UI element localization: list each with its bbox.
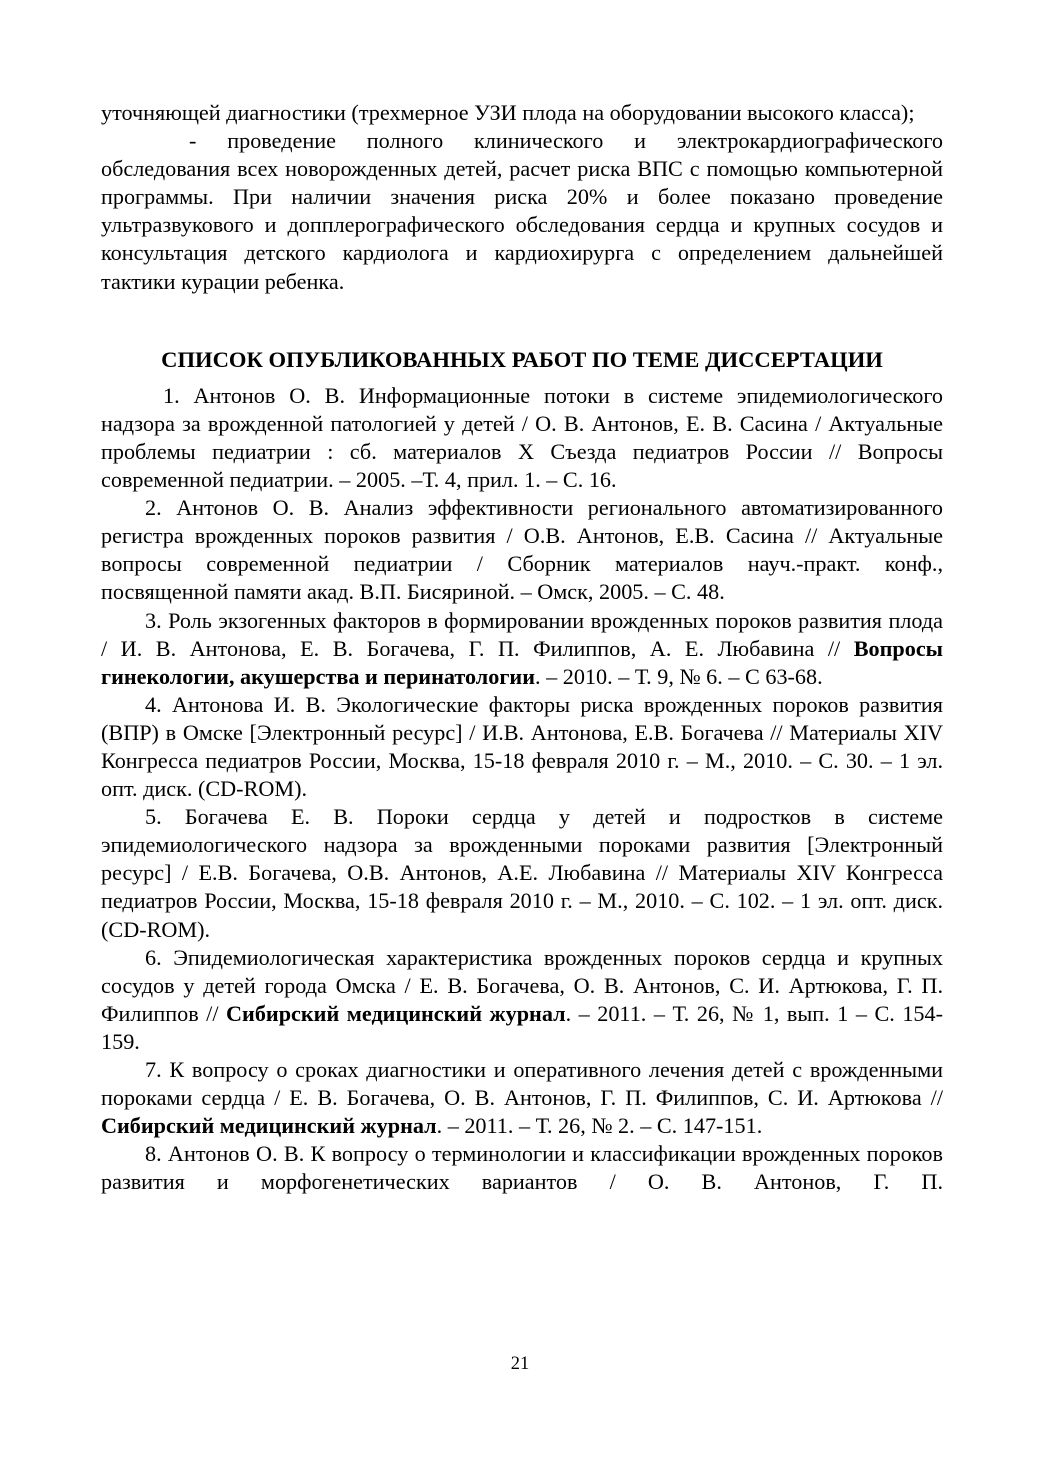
journal-title: Вопросы гинекологии, акушерства и перинатологии <box>101 635 943 689</box>
intro-paragraph: - проведение полного клинического и электрокардиографического обследования всех новорожденных детей, расчет риска ВПС с помощью компьютерной программы. При наличии значения риска 20% и более показано проведение ультразвукового и допплерографического обследования сердца и крупных сосудов и консультация детского кардиолога и кардиохирурга с определением дальнейшей тактики курации ребенка. <box>101 128 943 294</box>
section-title: СПИСОК ОПУБЛИКОВАННЫХ РАБОТ ПО ТЕМЕ ДИССЕРТАЦИИ <box>161 346 883 372</box>
document-page <box>101 99 943 1196</box>
reference-text: 6. Эпидемиологическая характеристика врожденных пороков сердца и крупных сосудов у детей города Омска / Е. В. Богачева, О. В. Антонов, С. И. Артюкова, Г. П. Филиппов // <box>101 944 943 1026</box>
reference-item-6 <box>101 944 943 1056</box>
reference-text: 2. Антонов О. В. Анализ эффективности регионального автоматизированного регистра врожденных пороков развития / О.В. Антонов, Е.В. Сасина // Актуальные вопросы современной педиатрии / Сборник материалов науч.-практ. конф., посвященной памяти акад. В.П. Бисяриной. – Омск, 2005. – С. 48. <box>101 495 943 605</box>
reference-item-4 <box>101 691 943 803</box>
page-number: 21 <box>510 1354 530 1374</box>
reference-text: 1. Антонов О. В. Информационные потоки в системе эпидемиологического надзора за врожденной патологией у детей / О. В. Антонов, Е. В. Сасина / Актуальные проблемы педиатрии : сб. материалов X Съезда педиатров России // Вопросы современной педиатрии. – 2005. –Т. 4, прил. 1. – С. 16. <box>101 382 943 493</box>
reference-text: 4. Антонова И. В. Экологические факторы риска врожденных пороков развития (ВПР) в Омске [Электронный ресурс] / И.В. Антонова, Е.В. Богачева // Материалы XIV Конгресса педиатров России, Москва, 15-18 февраля 2010 г. – М., 2010. – С. 30. – 1 эл. опт. диск. (CD-ROM). <box>101 691 943 802</box>
reference-item-3 <box>101 607 943 691</box>
reference-item-2 <box>101 494 943 606</box>
reference-text: 7. К вопросу о сроках диагностики и оперативного лечения детей с врожденными пороками сердца / Е. В. Богачева, О. В. Антонов, Г. П. Филиппов, С. И. Артюкова // <box>101 1057 943 1111</box>
reference-tail: . – 2011. – Т. 26, № 1, вып. 1 – С. 154-159. <box>101 1000 943 1054</box>
reference-item-1 <box>101 382 943 494</box>
reference-text: 8. Антонов О. В. К вопросу о терминологии и классификации врожденных пороков развития и морфогенетических вариантов / О. В. Антонов, Г. П. <box>101 1141 943 1195</box>
journal-title: Сибирский медицинский журнал <box>101 1113 437 1139</box>
reference-text: 5. Богачева Е. В. Пороки сердца у детей и подростков в системе эпидемиологического надзора за врожденными пороками развития [Электронный ресурс] / Е.В. Богачева, О.В. Антонов, А.Е. Любавина // Материалы XIV Конгресса педиатров России, Москва, 15-18 февраля 2010 г. – М., 2010. – С. 102. – 1 эл. опт. диск. (CD-ROM). <box>101 804 943 942</box>
intro-continuation: уточняющей диагностики (трехмерное УЗИ плода на оборудовании высокого класса); <box>101 100 915 125</box>
reference-item-8 <box>101 1140 943 1196</box>
reference-tail: . – 2011. – Т. 26, № 2. – С. 147-151. <box>436 1113 763 1139</box>
reference-item-7 <box>101 1056 943 1140</box>
reference-tail: . – 2010. – Т. 9, № 6. – С 63-68. <box>535 663 823 689</box>
journal-title: Сибирский медицинский журнал <box>226 1000 566 1026</box>
reference-item-5 <box>101 803 943 943</box>
reference-text: 3. Роль экзогенных факторов в формировании врожденных пороков развития плода / И. В. Антонова, Е. В. Богачева, Г. П. Филиппов, А. Е. Любавина // <box>101 607 943 661</box>
